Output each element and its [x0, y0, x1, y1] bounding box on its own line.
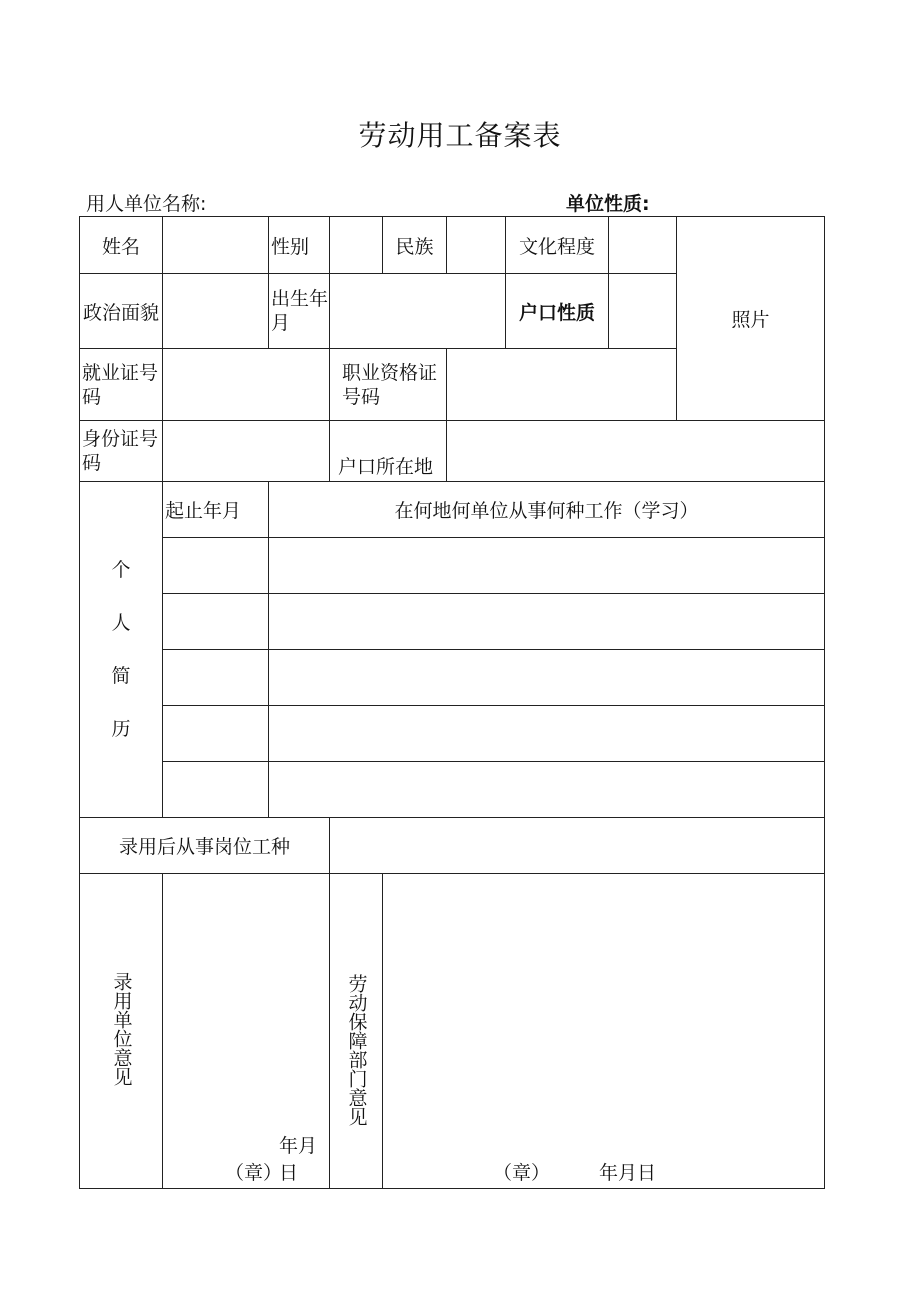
resume-work-header: 在何地何单位从事何种工作（学习） — [269, 482, 825, 538]
resume-label — [80, 482, 163, 818]
education-label: 文化程度 — [506, 217, 609, 274]
resume-work-cell[interactable] — [269, 594, 825, 650]
resume-period-cell[interactable] — [163, 650, 269, 706]
labor-dept-opinion-field[interactable] — [383, 874, 825, 1189]
hukou-location-field[interactable] — [447, 421, 825, 482]
qualification-cert-label: 职业资格证号码 — [330, 349, 447, 421]
labor-dept-opinion-label — [330, 874, 383, 1189]
name-label: 姓名 — [80, 217, 163, 274]
resume-period-cell[interactable] — [163, 706, 269, 762]
political-label: 政治面貌 — [80, 274, 163, 349]
id-card-field[interactable] — [163, 421, 330, 482]
photo-box[interactable]: 照片 — [677, 217, 825, 421]
id-card-label: 身份证号码 — [80, 421, 163, 482]
registration-form-table — [79, 216, 825, 1189]
unit-nature-label: 单位性质: — [566, 193, 650, 215]
ethnicity-label: 民族 — [383, 217, 447, 274]
resume-work-cell[interactable] — [269, 650, 825, 706]
labor-dept-opinion-label-text: 劳动保障部门意见 — [345, 974, 368, 1126]
resume-label-char: 简 — [111, 664, 131, 687]
resume-work-cell[interactable] — [269, 706, 825, 762]
resume-label-char: 个 — [111, 558, 131, 581]
resume-work-cell[interactable] — [269, 538, 825, 594]
employer-opinion-field[interactable] — [163, 874, 330, 1189]
resume-period-header: 起止年月 — [163, 482, 269, 538]
page-title: 劳动用工备案表 — [358, 119, 562, 152]
birth-label: 出生年月 — [269, 274, 330, 349]
political-field[interactable] — [163, 274, 269, 349]
resume-period-cell[interactable] — [163, 538, 269, 594]
gender-label: 性别 — [269, 217, 330, 274]
hukou-type-field[interactable] — [609, 274, 677, 349]
labor-dept-date: 年月日 — [599, 1162, 657, 1184]
qualification-cert-field[interactable] — [447, 349, 677, 421]
employer-seal: （章） — [225, 1162, 283, 1184]
employment-cert-label: 就业证号码 — [80, 349, 163, 421]
resume-label-char: 人 — [111, 611, 131, 634]
position-label: 录用后从事岗位工种 — [80, 818, 330, 874]
position-field[interactable] — [330, 818, 825, 874]
employer-opinion-label — [80, 874, 163, 1189]
birth-field[interactable] — [330, 274, 506, 349]
hukou-type-label: 户口性质 — [506, 274, 609, 349]
gender-field[interactable] — [330, 217, 383, 274]
ethnicity-field[interactable] — [447, 217, 506, 274]
resume-period-cell[interactable] — [163, 594, 269, 650]
name-field[interactable] — [163, 217, 269, 274]
employer-opinion-label-text: 录用单位意见 — [110, 971, 133, 1086]
resume-label-char: 历 — [111, 717, 131, 740]
resume-period-cell[interactable] — [163, 762, 269, 818]
hukou-location-label: 户口所在地 — [330, 421, 447, 482]
labor-dept-seal: （章） — [493, 1162, 551, 1184]
employer-date: 年月日 — [279, 1135, 318, 1184]
employer-name-label: 用人单位名称: — [86, 193, 207, 215]
education-field[interactable] — [609, 217, 677, 274]
resume-work-cell[interactable] — [269, 762, 825, 818]
employment-cert-field[interactable] — [163, 349, 330, 421]
